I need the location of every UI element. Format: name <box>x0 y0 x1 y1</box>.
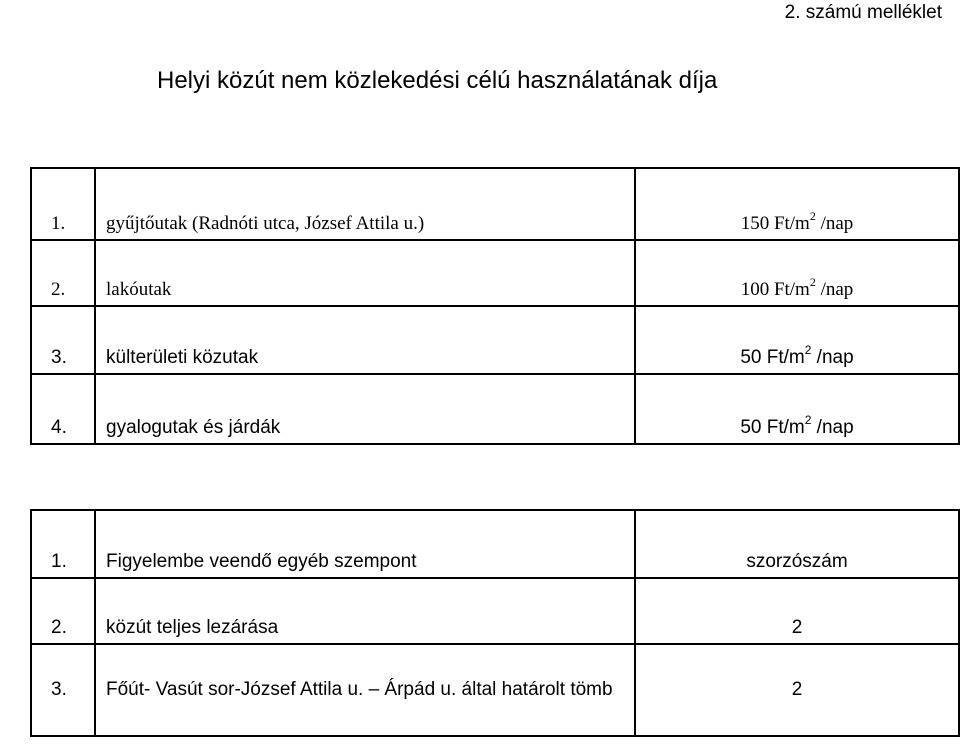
road-type: lakóutak <box>95 240 635 306</box>
road-type: külterületi közutak <box>95 306 635 374</box>
fee-exponent: 2 <box>804 412 812 427</box>
table-row <box>31 240 959 306</box>
criterion: Figyelembe veendő egyéb szempont <box>95 510 635 578</box>
row-number: 2. <box>31 240 95 306</box>
table-row <box>31 306 959 374</box>
fee-cell <box>635 168 959 240</box>
fee-unit: /nap <box>811 347 854 368</box>
fee-unit: /nap <box>811 417 854 438</box>
row-number: 3. <box>31 306 95 374</box>
table-row <box>31 644 959 736</box>
fee-unit: /nap <box>815 279 854 300</box>
table-header-row <box>31 510 959 578</box>
row-number: 2. <box>31 578 95 644</box>
fee-amount: 150 Ft/m <box>740 213 810 234</box>
road-type: gyűjtőutak (Radnóti utca, József Attila u.) <box>95 168 635 240</box>
fees-table <box>30 167 960 445</box>
fee-exponent: 2 <box>809 208 816 223</box>
multiplier-value: 2 <box>635 578 959 644</box>
fee-amount: 50 Ft/m <box>740 417 805 438</box>
fee-cell <box>635 240 959 306</box>
row-number: 4. <box>31 374 95 444</box>
fee-exponent: 2 <box>804 342 812 357</box>
fee-cell <box>635 306 959 374</box>
multiplier-table <box>30 509 960 737</box>
fee-cell <box>635 374 959 444</box>
table-row <box>31 578 959 644</box>
multiplier-value: 2 <box>635 644 959 736</box>
table-row <box>31 374 959 444</box>
multiplier-value: szorzószám <box>635 510 959 578</box>
fee-amount: 50 Ft/m <box>740 347 805 368</box>
row-number: 1. <box>31 168 95 240</box>
road-type: gyalogutak és járdák <box>95 374 635 444</box>
annex-label: 2. számú melléklet <box>784 2 942 23</box>
fee-unit: /nap <box>815 213 854 234</box>
fee-amount: 100 Ft/m <box>740 279 810 300</box>
page-title: Helyi közút nem közlekedési célú használatának díja <box>157 67 718 94</box>
row-number: 3. <box>31 644 95 736</box>
fee-exponent: 2 <box>809 274 816 289</box>
criterion: közút teljes lezárása <box>95 578 635 644</box>
row-number: 1. <box>31 510 95 578</box>
table-row <box>31 168 959 240</box>
criterion: Főút- Vasút sor-József Attila u. – Árpád u. által határolt tömb <box>95 644 635 736</box>
